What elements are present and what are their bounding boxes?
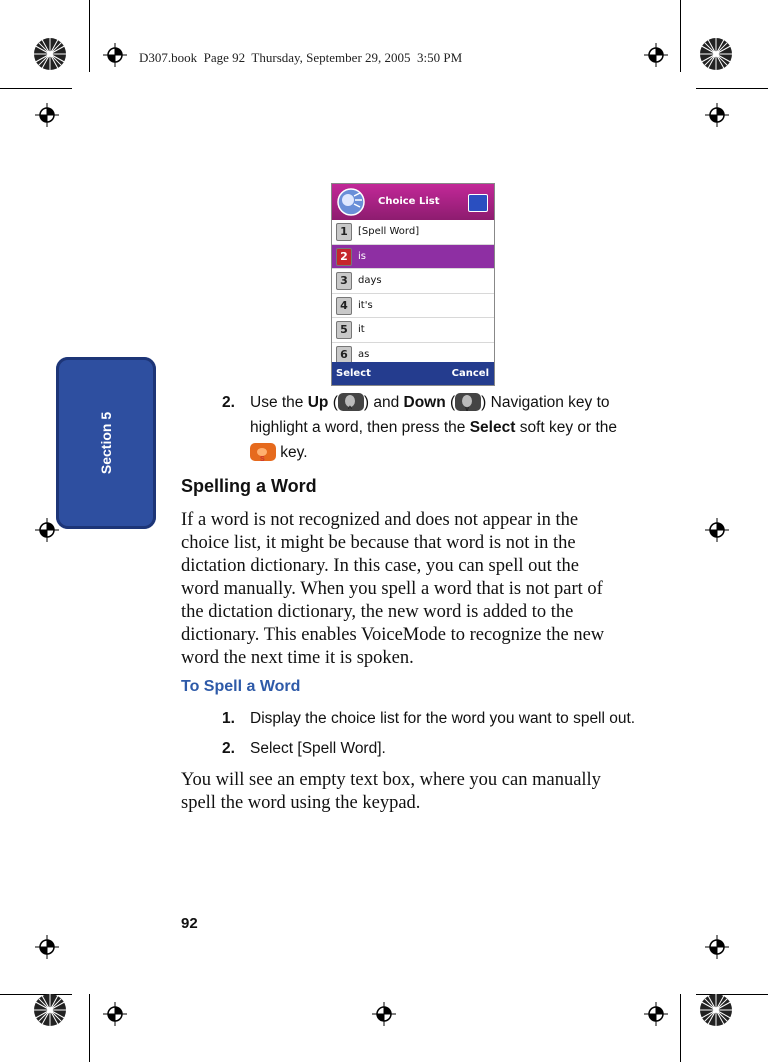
down-key-icon: v	[455, 393, 481, 411]
step-number: 2.	[222, 394, 235, 411]
registration-mark-icon	[372, 1002, 396, 1026]
choice-item[interactable]: 5 it	[332, 318, 494, 343]
s-key-icon: S	[250, 443, 276, 461]
print-header: D307.book Page 92 Thursday, September 29, 2005 3:50 PM	[139, 50, 463, 65]
up-key-icon: ^	[338, 393, 364, 411]
phone-title: Choice List	[378, 196, 440, 207]
spelling-heading: Spelling a Word	[181, 476, 317, 496]
registration-mark-icon	[644, 1002, 668, 1026]
registration-mark-icon	[35, 935, 59, 959]
to-spell-heading: To Spell a Word	[181, 678, 301, 695]
registration-mark-icon	[103, 43, 127, 67]
registration-mark-icon	[35, 103, 59, 127]
soft-key-bar	[332, 362, 494, 385]
cancel-soft-key[interactable]: Cancel	[451, 368, 489, 379]
select-soft-key[interactable]: Select	[336, 368, 371, 379]
choice-item[interactable]: 1 [Spell Word]	[332, 220, 494, 245]
color-rosette-icon	[33, 993, 67, 1027]
registration-mark-icon	[103, 1002, 127, 1026]
registration-mark-icon	[644, 43, 668, 67]
choice-item[interactable]: 6 as	[332, 343, 494, 368]
closing-paragraph: You will see an empty text box, where you can manually spell the word using the keypad.	[181, 770, 601, 813]
color-rosette-icon	[33, 37, 67, 71]
phone-title-bar	[332, 184, 494, 220]
color-rosette-icon	[699, 37, 733, 71]
choice-item[interactable]: 3 days	[332, 269, 494, 294]
waveform-icon	[468, 194, 488, 212]
section-tab	[56, 357, 156, 529]
registration-mark-icon	[705, 935, 729, 959]
voice-app-icon	[336, 187, 366, 217]
spell-step-1: 1. Display the choice list for the word you want to spell out.	[222, 710, 636, 727]
phone-screen	[331, 183, 495, 386]
choice-item[interactable]: 4 it's	[332, 294, 494, 319]
registration-mark-icon	[705, 518, 729, 542]
page-number: 92	[181, 915, 198, 932]
select-step: 2. Use the Up ( ^ ) and Down ( v ) Navigation key to highlight a word, then press the Select soft key or the S key.	[222, 390, 652, 466]
choice-item-selected[interactable]: 2 is	[332, 245, 494, 270]
registration-mark-icon	[705, 103, 729, 127]
choice-list	[332, 220, 494, 367]
spell-step-2: 2. Select [Spell Word].	[222, 740, 386, 757]
registration-mark-icon	[35, 518, 59, 542]
section-tab-label: Section 5	[98, 411, 114, 475]
spelling-paragraph: If a word is not recognized and does not appear in the choice list, it might be because that word is not in the dictation dictionary. In this case, you can spell out the word manually. When you spell a word that is not part of the dictation dictionary, the new word is added to the dictionary. This enables VoiceMode to recognize the new word the next time it is spoken.	[181, 510, 605, 668]
color-rosette-icon	[699, 993, 733, 1027]
